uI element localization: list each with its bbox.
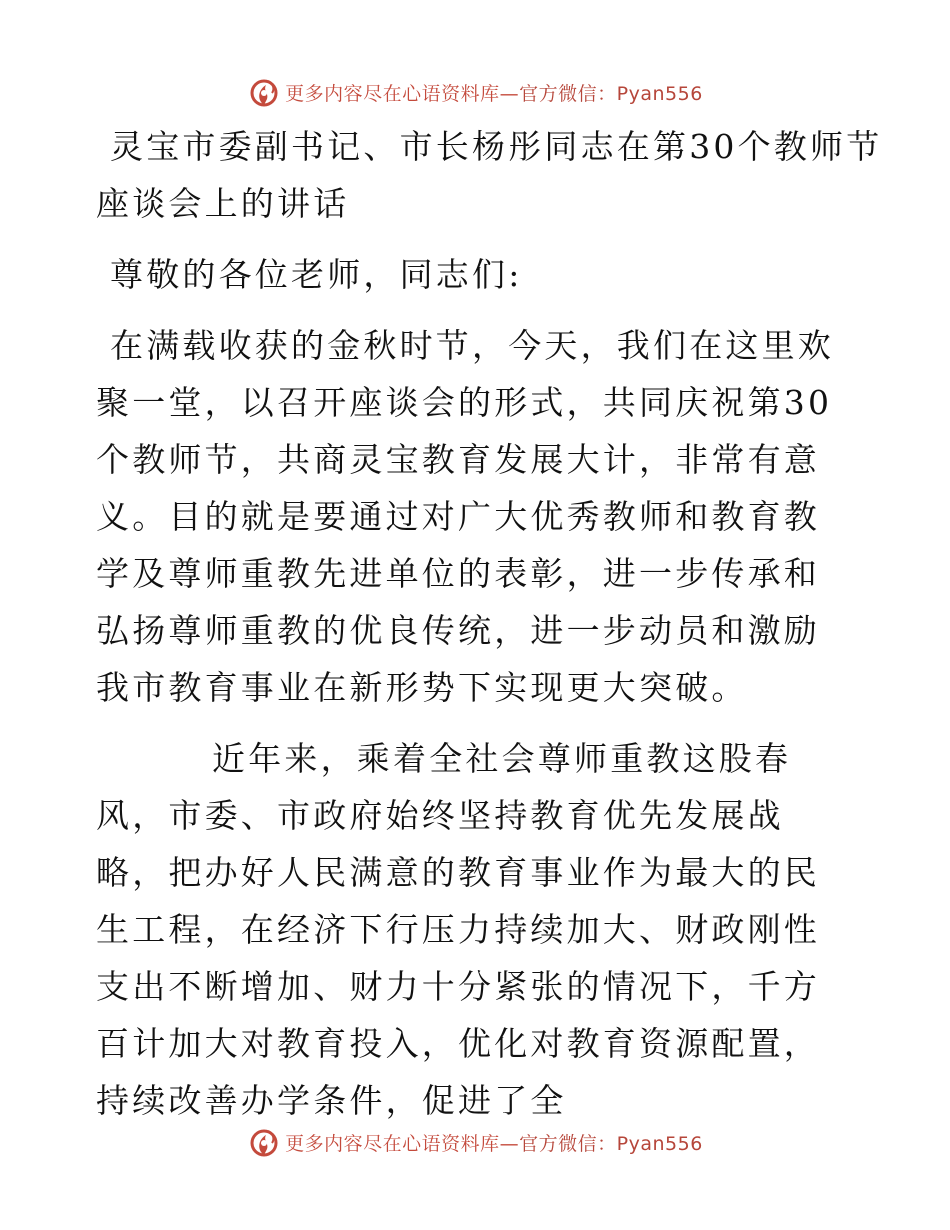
paragraph-2: 近年来，乘着全社会尊师重教这股春风，市委、市政府始终坚持教育优先发展战略，把办好人民满意的教育事业作为最大的民生工程，在经济下行压力持续加大、财政刚性支出不断增加、财力十分紧张的情况下，千方百计加大对教育投入，优化对教育资源配置，持续改善办学条件，促进了全 [96, 739, 820, 1120]
paragraph-1: 在满载收获的金秋时节，今天，我们在这里欢聚一堂，以召开座谈会的形式，共同庆祝第30个教师节，共商灵宝教育发展大计，非常有意义。目的就是要通过对广大优秀教师和教育教学及尊师重教先进单位的表彰，进一步传承和弘扬尊师重教的优良传统，进一步动员和激励我市教育事业在新形势下实现更大突破。 [96, 326, 834, 707]
watermark-wechat: 官方微信：Pyan556 [519, 82, 703, 105]
title-line-1: 灵宝市委副书记、市长杨彤同志在第30个教师节 [110, 127, 883, 166]
flame-swirl-logo-icon [247, 75, 281, 109]
salutation: 尊敬的各位老师，同志们: [110, 255, 523, 294]
footer-watermark-banner [0, 1122, 950, 1162]
watermark-brand: 更多内容尽在心语资料库 [285, 82, 500, 105]
watermark-dash: — [499, 82, 520, 105]
flame-swirl-logo-icon [247, 1125, 281, 1159]
document-title [96, 118, 883, 232]
watermark-dash: — [499, 1132, 520, 1155]
header-watermark-banner [0, 72, 950, 112]
watermark-text [285, 1129, 703, 1156]
document-body [96, 118, 883, 1129]
watermark-wechat: 官方微信：Pyan556 [519, 1132, 703, 1155]
watermark-text [285, 79, 703, 106]
title-line-2: 座谈会上的讲话 [96, 184, 350, 223]
watermark-brand: 更多内容尽在心语资料库 [285, 1132, 500, 1155]
